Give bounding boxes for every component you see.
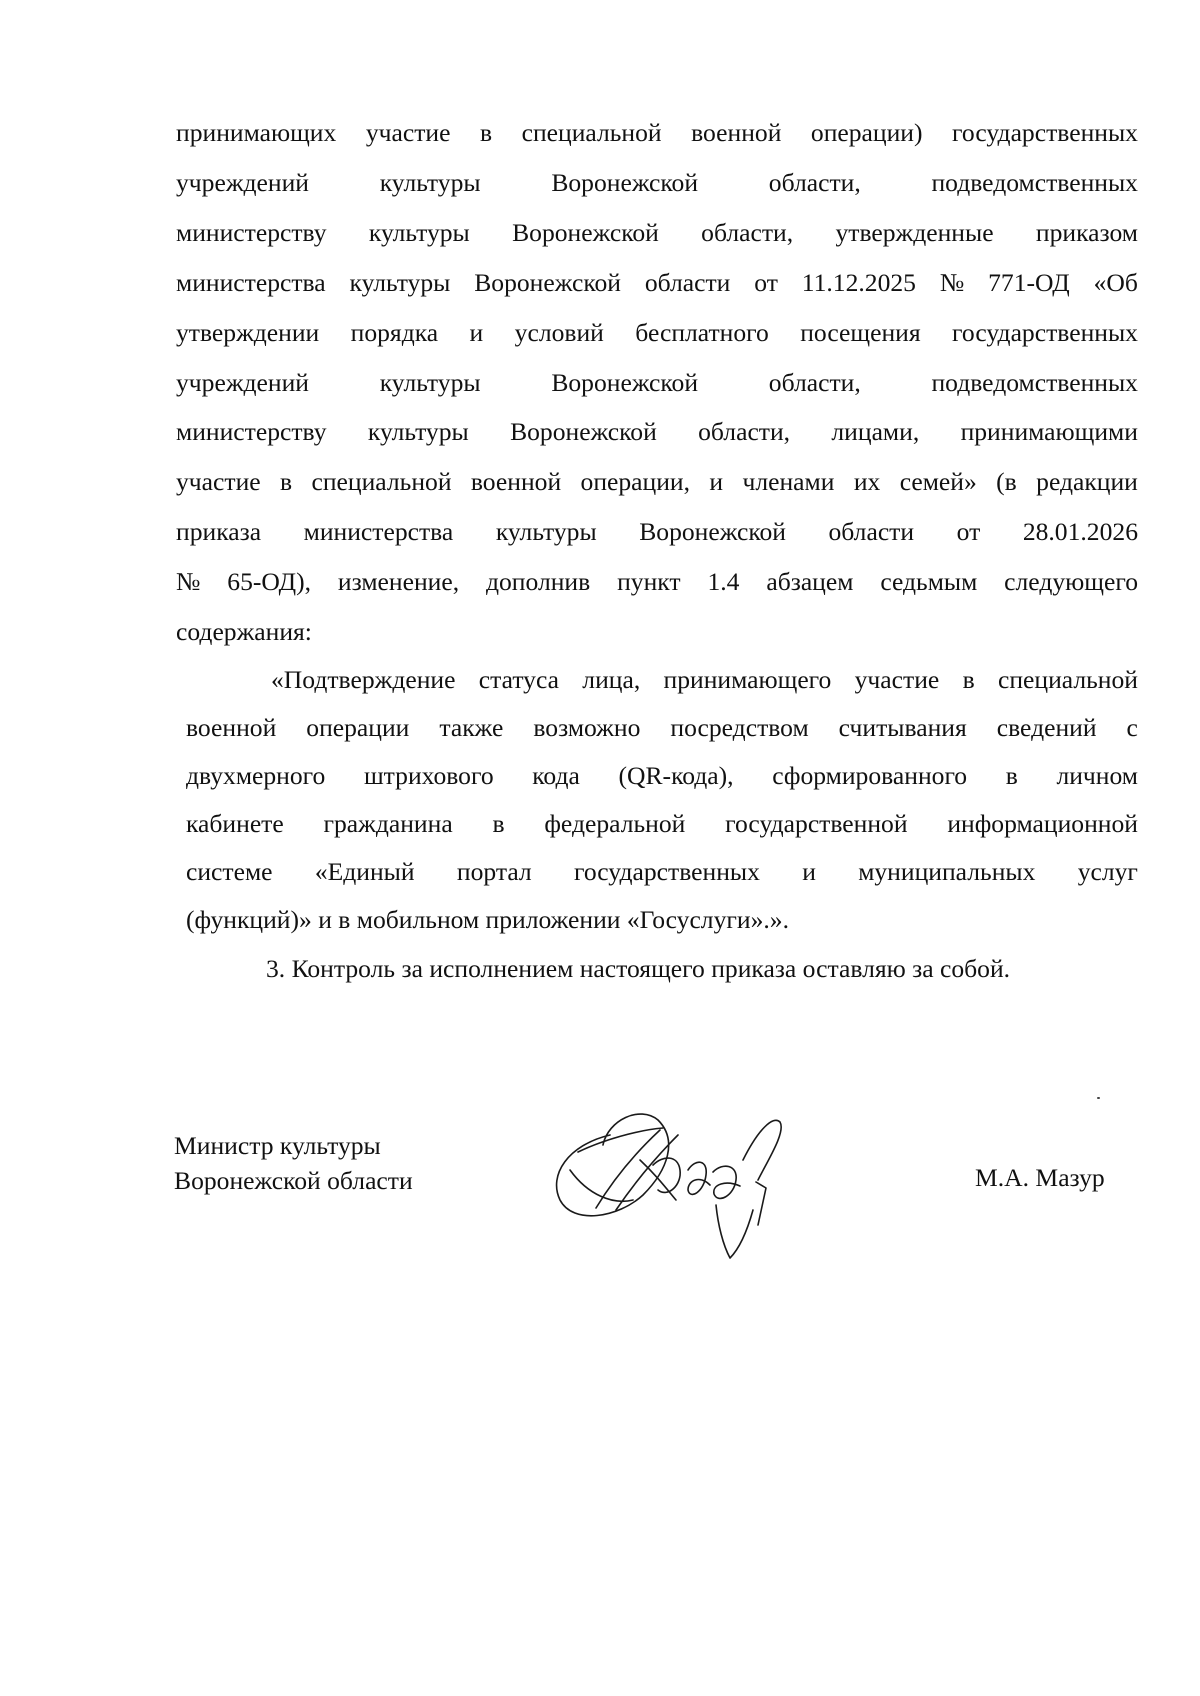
word: в (1005, 761, 1018, 790)
word: и (802, 857, 816, 886)
text-line (186, 808, 1138, 840)
word: культуры (379, 167, 481, 197)
word: Воронежской (551, 167, 699, 197)
word: военной (470, 467, 562, 497)
text-line (176, 167, 1138, 199)
word: бесплатного (635, 317, 769, 347)
word: области, (768, 367, 861, 397)
word: участие (365, 118, 451, 147)
word: военной (691, 118, 782, 147)
word: операции (306, 713, 410, 742)
word: участие (176, 467, 261, 497)
word: редакции (1036, 467, 1138, 497)
word: личном (1056, 761, 1138, 790)
word: членами (742, 467, 835, 497)
word: в (479, 118, 493, 147)
word: порядка (350, 317, 439, 347)
word: сформированного (772, 761, 968, 790)
word: специальной (521, 118, 662, 147)
word: 28.01.2026 (1022, 517, 1138, 547)
text-line (176, 367, 1138, 399)
text-line (176, 516, 1138, 548)
word: в (492, 809, 505, 838)
word: системе (186, 857, 273, 886)
word: утвержденные (835, 217, 994, 247)
word: пункт (617, 567, 681, 597)
word: изменение, (337, 567, 460, 597)
word: в (280, 467, 293, 497)
word: федеральной (544, 809, 686, 838)
word: культуры (379, 367, 481, 397)
word: принимающих (176, 118, 337, 147)
word: от (956, 517, 981, 547)
word: возможно (533, 713, 641, 742)
word: Воронежской (551, 367, 699, 397)
word: (в (996, 467, 1017, 497)
word: операции, (580, 467, 691, 497)
word: сведений (996, 713, 1097, 742)
word: семей» (899, 467, 977, 497)
word: № (176, 567, 201, 597)
word: «Об (1093, 267, 1138, 297)
word: от (754, 267, 778, 297)
paragraph-3: 3. Контроль за исполнением настоящего приказа оставляю за собой. (266, 954, 1011, 983)
word: № (939, 267, 965, 297)
word: области, (701, 217, 794, 247)
word: Воронежской (512, 217, 659, 247)
word: принимающими (960, 417, 1138, 447)
signatory-position-line-1: Министр культуры (174, 1131, 381, 1160)
signatory-name: М.А. Мазур (975, 1163, 1105, 1192)
word: министерству (176, 417, 327, 447)
word: 1.4 (707, 567, 740, 597)
word: области, (698, 417, 791, 447)
word: учреждений (176, 367, 309, 397)
word: также (439, 713, 504, 742)
word: приказом (1035, 217, 1138, 247)
word: условий (514, 317, 604, 347)
text-line (186, 712, 1138, 744)
word: государственных (952, 317, 1138, 347)
word: министерства (303, 517, 454, 547)
word: и (469, 317, 484, 347)
word: седьмым (880, 567, 978, 597)
word: области (828, 517, 915, 547)
word: военной (186, 713, 277, 742)
word: учреждений (176, 167, 309, 197)
word: посещения (800, 317, 921, 347)
text-line (176, 566, 1138, 598)
word: штрихового (363, 761, 494, 790)
word: и (709, 467, 724, 497)
word: государственных (573, 857, 760, 886)
word: области (644, 267, 731, 297)
word: с (1126, 713, 1138, 742)
word: государственных (952, 118, 1138, 147)
quote-paragraph-last-line: (функций)» и в мобильном приложении «Госуслуги».». (186, 905, 789, 934)
main-paragraph-last-line: содержания: (176, 617, 312, 646)
word: (QR-кода), (618, 761, 734, 790)
signatory-position-line-2: Воронежской области (174, 1166, 413, 1195)
text-line (176, 217, 1138, 249)
word: услуг (1077, 857, 1138, 886)
word: Воронежской (639, 517, 786, 547)
word: абзацем (766, 567, 854, 597)
word: культуры (367, 417, 469, 447)
text-line (186, 760, 1138, 792)
word: портал (456, 857, 532, 886)
scan-speck (1097, 1097, 1100, 1099)
word: посредством (670, 713, 809, 742)
text-line (176, 466, 1138, 498)
word: кода (532, 761, 580, 790)
word: 65-ОД), (227, 567, 312, 597)
text-line (186, 856, 1138, 888)
word: следующего (1004, 567, 1138, 597)
word: культуры (368, 217, 470, 247)
word: их (853, 467, 881, 497)
quote-paragraph-first-line: «Подтверждение статуса лица, принимающего участие в специальной (271, 665, 1138, 694)
word: министерства (176, 267, 326, 297)
word: культуры (349, 267, 451, 297)
word: кабинете (186, 809, 284, 838)
word: приказа (176, 517, 262, 547)
word: Воронежской (474, 267, 621, 297)
handwritten-signature (548, 1100, 848, 1260)
text-line (176, 117, 1138, 149)
word: 11.12.2025 (801, 267, 916, 297)
text-line (176, 317, 1138, 349)
word: операции) (810, 118, 923, 147)
word: информационной (947, 809, 1138, 838)
word: подведомственных (931, 367, 1138, 397)
word: специальной (311, 467, 452, 497)
word: культуры (495, 517, 597, 547)
text-line (176, 416, 1138, 448)
word: двухмерного (186, 761, 326, 790)
word: дополнив (485, 567, 591, 597)
word: утверждении (176, 317, 320, 347)
word: лицами, (831, 417, 920, 447)
word: гражданина (323, 809, 453, 838)
word: 771-ОД (988, 267, 1070, 297)
word: «Единый (314, 857, 415, 886)
word: государственной (725, 809, 908, 838)
word: муниципальных (858, 857, 1036, 886)
word: министерству (176, 217, 327, 247)
word: считывания (838, 713, 967, 742)
word: подведомственных (931, 167, 1138, 197)
word: области, (768, 167, 861, 197)
text-line (176, 267, 1138, 299)
word: Воронежской (510, 417, 657, 447)
